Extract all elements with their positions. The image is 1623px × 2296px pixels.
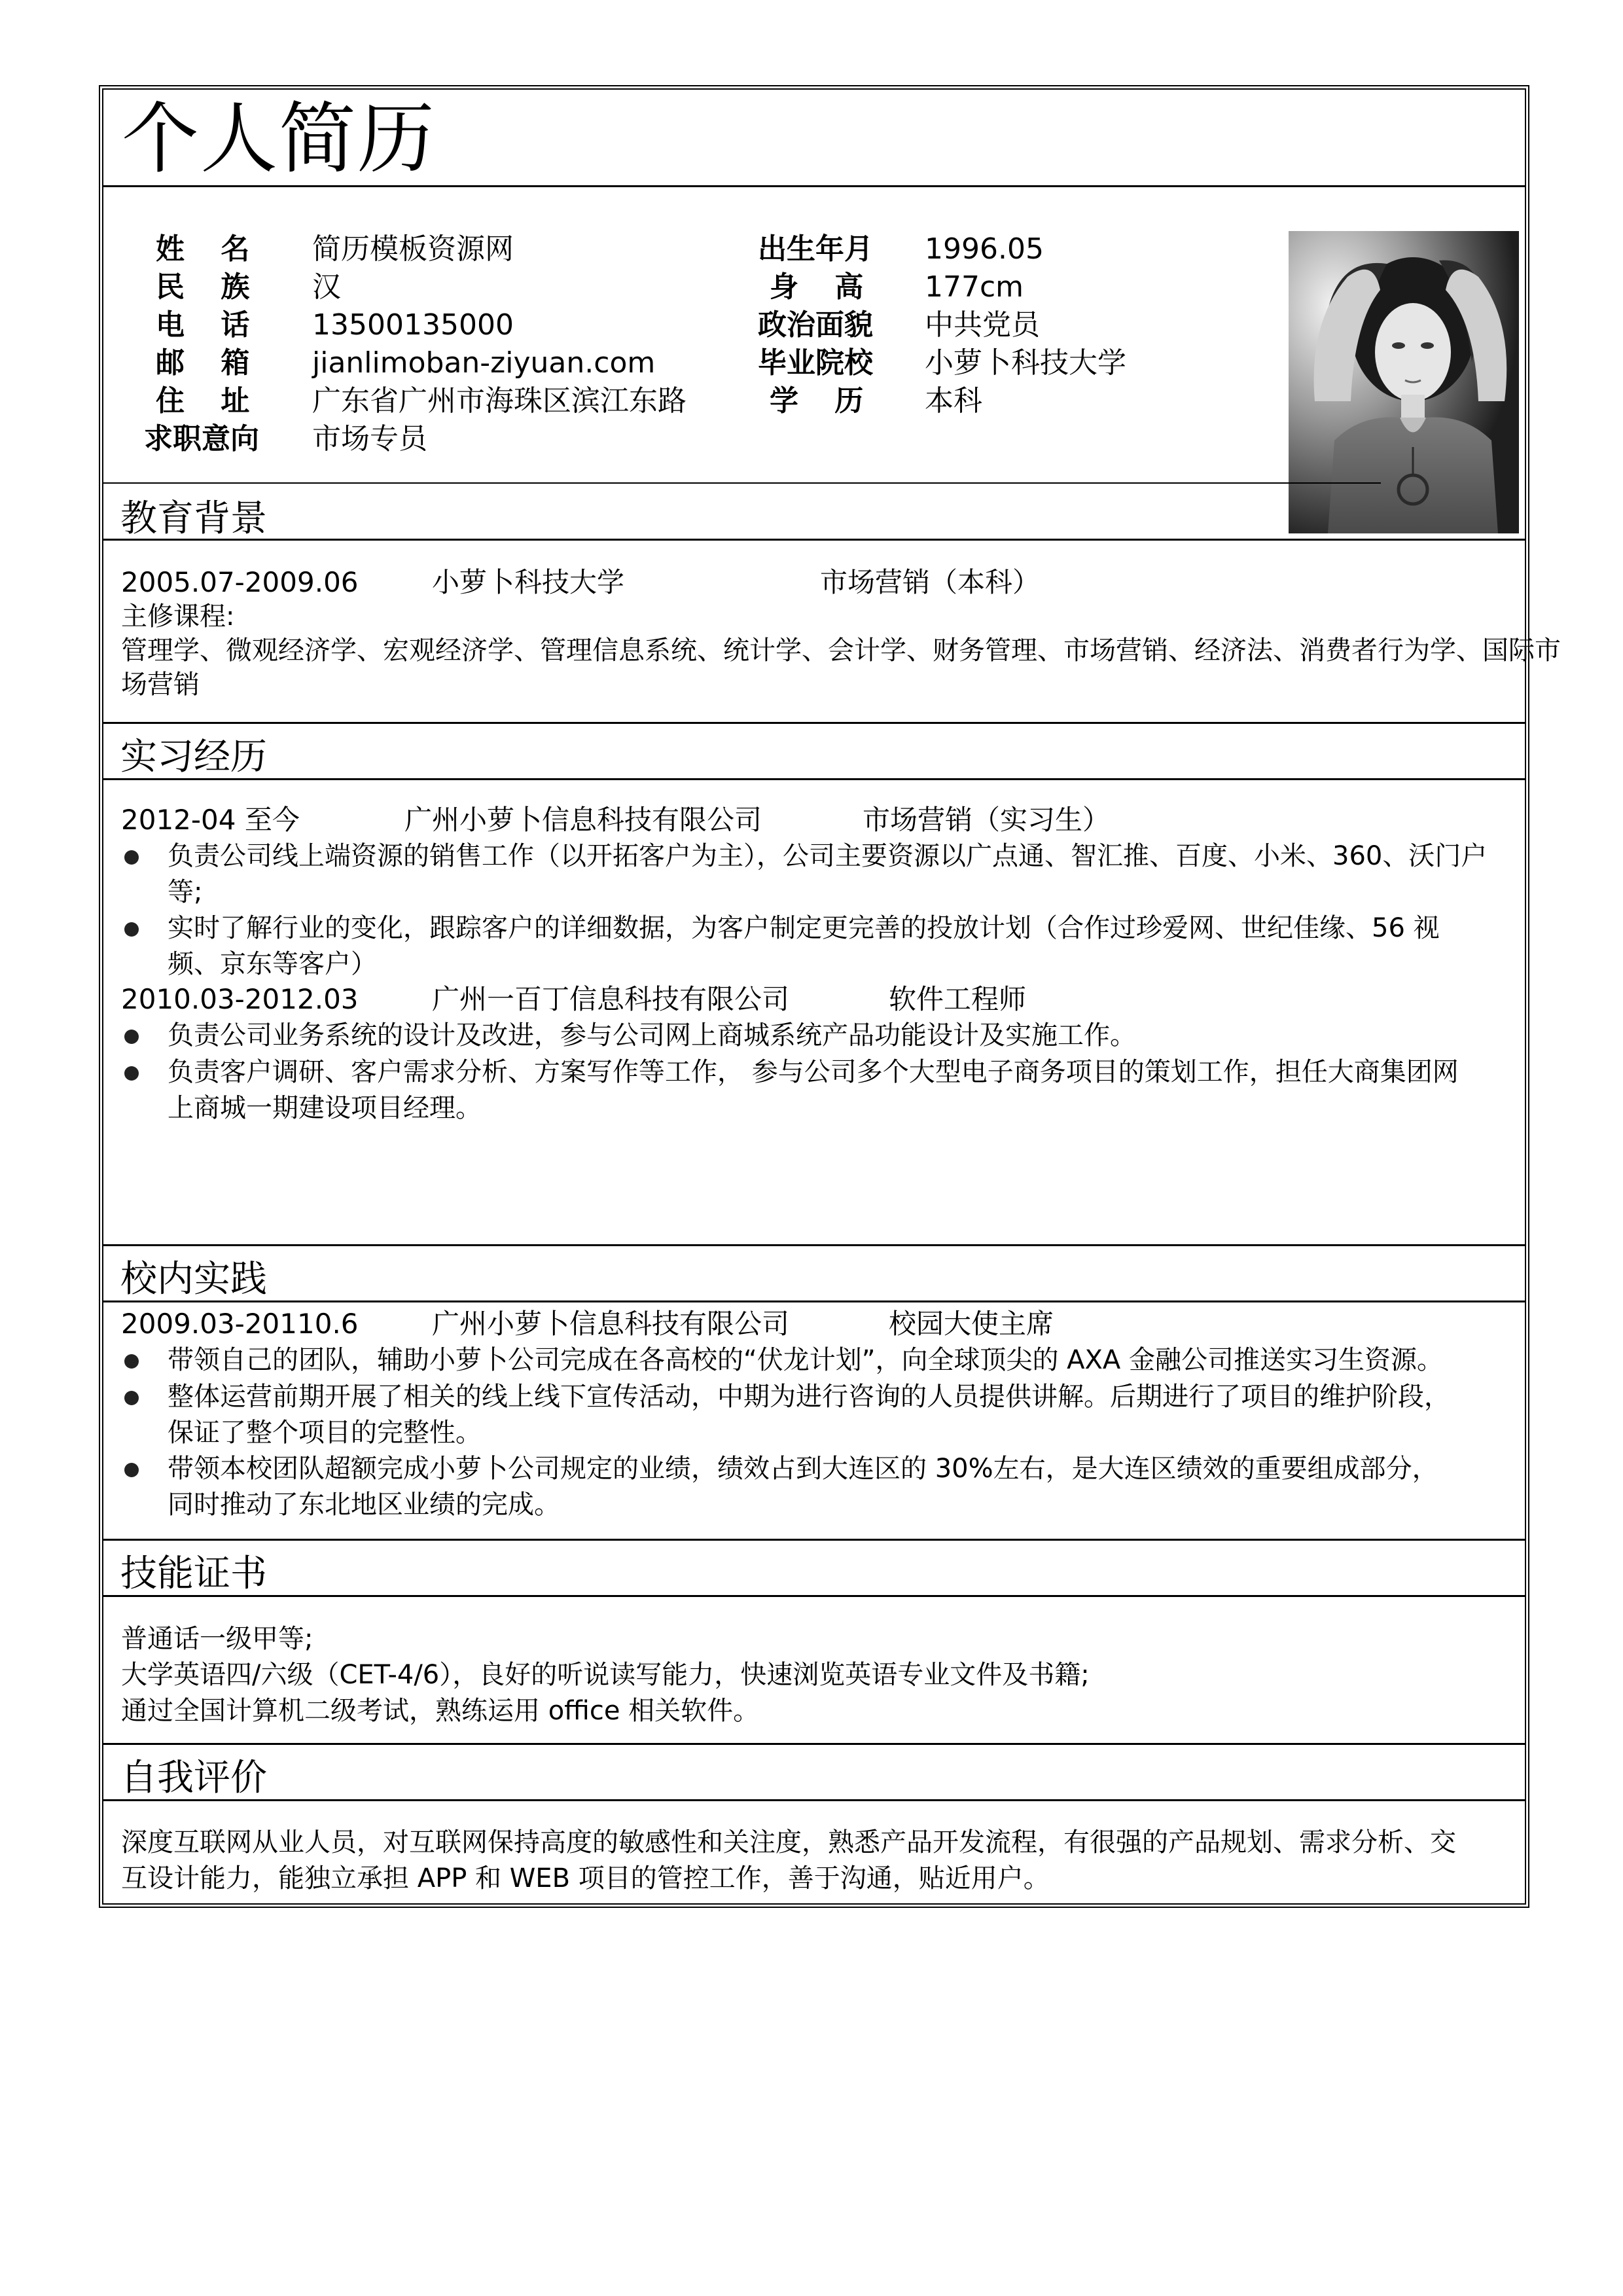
info-label: 民 族 xyxy=(156,270,250,304)
courses-text: 场营销 xyxy=(121,670,200,700)
divider xyxy=(103,722,1525,724)
job-company: 广州一百丁信息科技有限公司 xyxy=(432,983,790,1015)
info-label: 电 话 xyxy=(156,308,250,342)
divider xyxy=(103,1595,1525,1597)
resume-body xyxy=(103,90,1561,1903)
info-value: 1996.05 xyxy=(925,232,1044,266)
job-company: 广州小萝卜信息科技有限公司 xyxy=(404,804,762,836)
section-title-education: 教育背景 xyxy=(120,497,267,540)
education-major: 市场营销（本科） xyxy=(820,566,1041,598)
info-label: 学 历 xyxy=(770,384,864,418)
resume-frame xyxy=(99,85,1561,1908)
info-label: 求职意向 xyxy=(144,422,259,456)
info-label: 住 址 xyxy=(156,384,250,418)
skill-item: 普通话一级甲等; xyxy=(121,1624,313,1654)
bullet-icon xyxy=(124,1391,139,1405)
campus-duty: 带领自己的团队，辅助小萝卜公司完成在各高校的“伏龙计划”，向全球顶尖的 AXA 金融公司推送实习生资源。 xyxy=(168,1345,1444,1375)
bullet-icon xyxy=(124,850,139,865)
info-value: 中共党员 xyxy=(925,308,1040,342)
self-text: 互设计能力，能独立承担 APP 和 WEB 项目的管控工作，善于沟通，贴近用户。 xyxy=(121,1863,1050,1893)
courses-text: 管理学、微观经济学、宏观经济学、管理信息系统、统计学、会计学、财务管理、市场营销、经济法、消费者行为学、国际市 xyxy=(121,636,1561,666)
bullet-icon xyxy=(124,1463,139,1477)
divider xyxy=(103,1539,1525,1541)
info-label: 身 高 xyxy=(770,270,864,304)
courses-label: 主修课程: xyxy=(121,601,235,632)
bullet-icon xyxy=(124,1066,139,1081)
profile-photo xyxy=(1289,231,1519,533)
bullet-icon xyxy=(124,1354,139,1369)
info-value: 汉 xyxy=(312,270,341,304)
section-title-internship: 实习经历 xyxy=(120,736,267,778)
info-label: 毕业院校 xyxy=(758,346,873,380)
campus-duty: 保证了整个项目的完整性。 xyxy=(168,1418,482,1448)
divider xyxy=(103,778,1525,780)
section-title-skills: 技能证书 xyxy=(120,1552,267,1595)
info-label: 政治面貌 xyxy=(758,308,873,342)
info-value: 广东省广州市海珠区滨江东路 xyxy=(312,384,687,418)
bullet-icon xyxy=(124,922,139,937)
campus-duty: 整体运营前期开展了相关的线上线下宣传活动，中期为进行咨询的人员提供讲解。后期进行了项目的维护阶段， xyxy=(168,1382,1450,1412)
info-value: 市场专员 xyxy=(312,422,427,456)
info-value: 简历模板资源网 xyxy=(312,232,514,266)
education-school: 小萝卜科技大学 xyxy=(432,566,625,598)
info-label: 出生年月 xyxy=(758,232,873,266)
campus-period: 2009.03-20110.6 xyxy=(121,1308,359,1340)
job-role: 市场营销（实习生） xyxy=(863,804,1111,836)
divider xyxy=(103,1244,1525,1246)
info-label: 邮 箱 xyxy=(156,346,250,380)
section-title-self: 自我评价 xyxy=(120,1757,267,1799)
section-title-campus: 校内实践 xyxy=(120,1258,267,1300)
self-text: 深度互联网从业人员，对互联网保持高度的敏感性和关注度，熟悉产品开发流程，有很强的产品规划、需求分析、交 xyxy=(121,1827,1456,1857)
job-duty: 负责公司线上端资源的销售工作（以开拓客户为主），公司主要资源以广点通、智汇推、百度、小米、360、沃门户 xyxy=(168,841,1488,871)
job-duty: 负责客户调研、客户需求分析、方案写作等工作， 参与公司多个大型电子商务项目的策划工作，担任大商集团网 xyxy=(168,1057,1459,1087)
skill-item: 通过全国计算机二级考试，熟练运用 office 相关软件。 xyxy=(121,1696,760,1726)
job-duty: 实时了解行业的变化，跟踪客户的详细数据，为客户制定更完善的投放计划（合作过珍爱网、世纪佳缘、56 视 xyxy=(168,913,1440,943)
divider xyxy=(103,539,1525,541)
job-duty: 上商城一期建设项目经理。 xyxy=(168,1093,482,1123)
info-label: 姓 名 xyxy=(156,232,250,266)
info-value: 177cm xyxy=(925,270,1024,304)
campus-role: 校园大使主席 xyxy=(889,1308,1054,1340)
divider xyxy=(103,1743,1525,1745)
divider xyxy=(103,1300,1525,1302)
education-period: 2005.07-2009.06 xyxy=(121,566,359,598)
job-duty: 频、京东等客户） xyxy=(168,949,377,979)
divider xyxy=(103,1799,1525,1801)
job-period: 2010.03-2012.03 xyxy=(121,983,359,1015)
info-value: 本科 xyxy=(925,384,982,418)
campus-duty: 带领本校团队超额完成小萝卜公司规定的业绩，绩效占到大连区的 30%左右，是大连区绩效的重要组成部分， xyxy=(168,1454,1438,1484)
job-role: 软件工程师 xyxy=(889,983,1027,1015)
info-value: jianlimoban-ziyuan.com xyxy=(312,346,656,380)
portrait-image xyxy=(1289,231,1519,533)
job-duty: 负责公司业务系统的设计及改进，参与公司网上商城系统产品功能设计及实施工作。 xyxy=(168,1020,1136,1050)
page-title: 个人简历 xyxy=(122,94,437,184)
job-period: 2012-04 至今 xyxy=(121,804,300,836)
campus-duty: 同时推动了东北地区业绩的完成。 xyxy=(168,1490,560,1520)
skill-item: 大学英语四/六级（CET-4/6），良好的听说读写能力，快速浏览英语专业文件及书籍; xyxy=(121,1660,1090,1690)
divider xyxy=(103,482,1381,484)
info-value: 小萝卜科技大学 xyxy=(925,346,1126,380)
job-duty: 等; xyxy=(168,877,203,907)
info-value: 13500135000 xyxy=(312,308,514,342)
campus-company: 广州小萝卜信息科技有限公司 xyxy=(432,1308,790,1340)
divider xyxy=(103,185,1525,187)
bullet-icon xyxy=(124,1030,139,1044)
